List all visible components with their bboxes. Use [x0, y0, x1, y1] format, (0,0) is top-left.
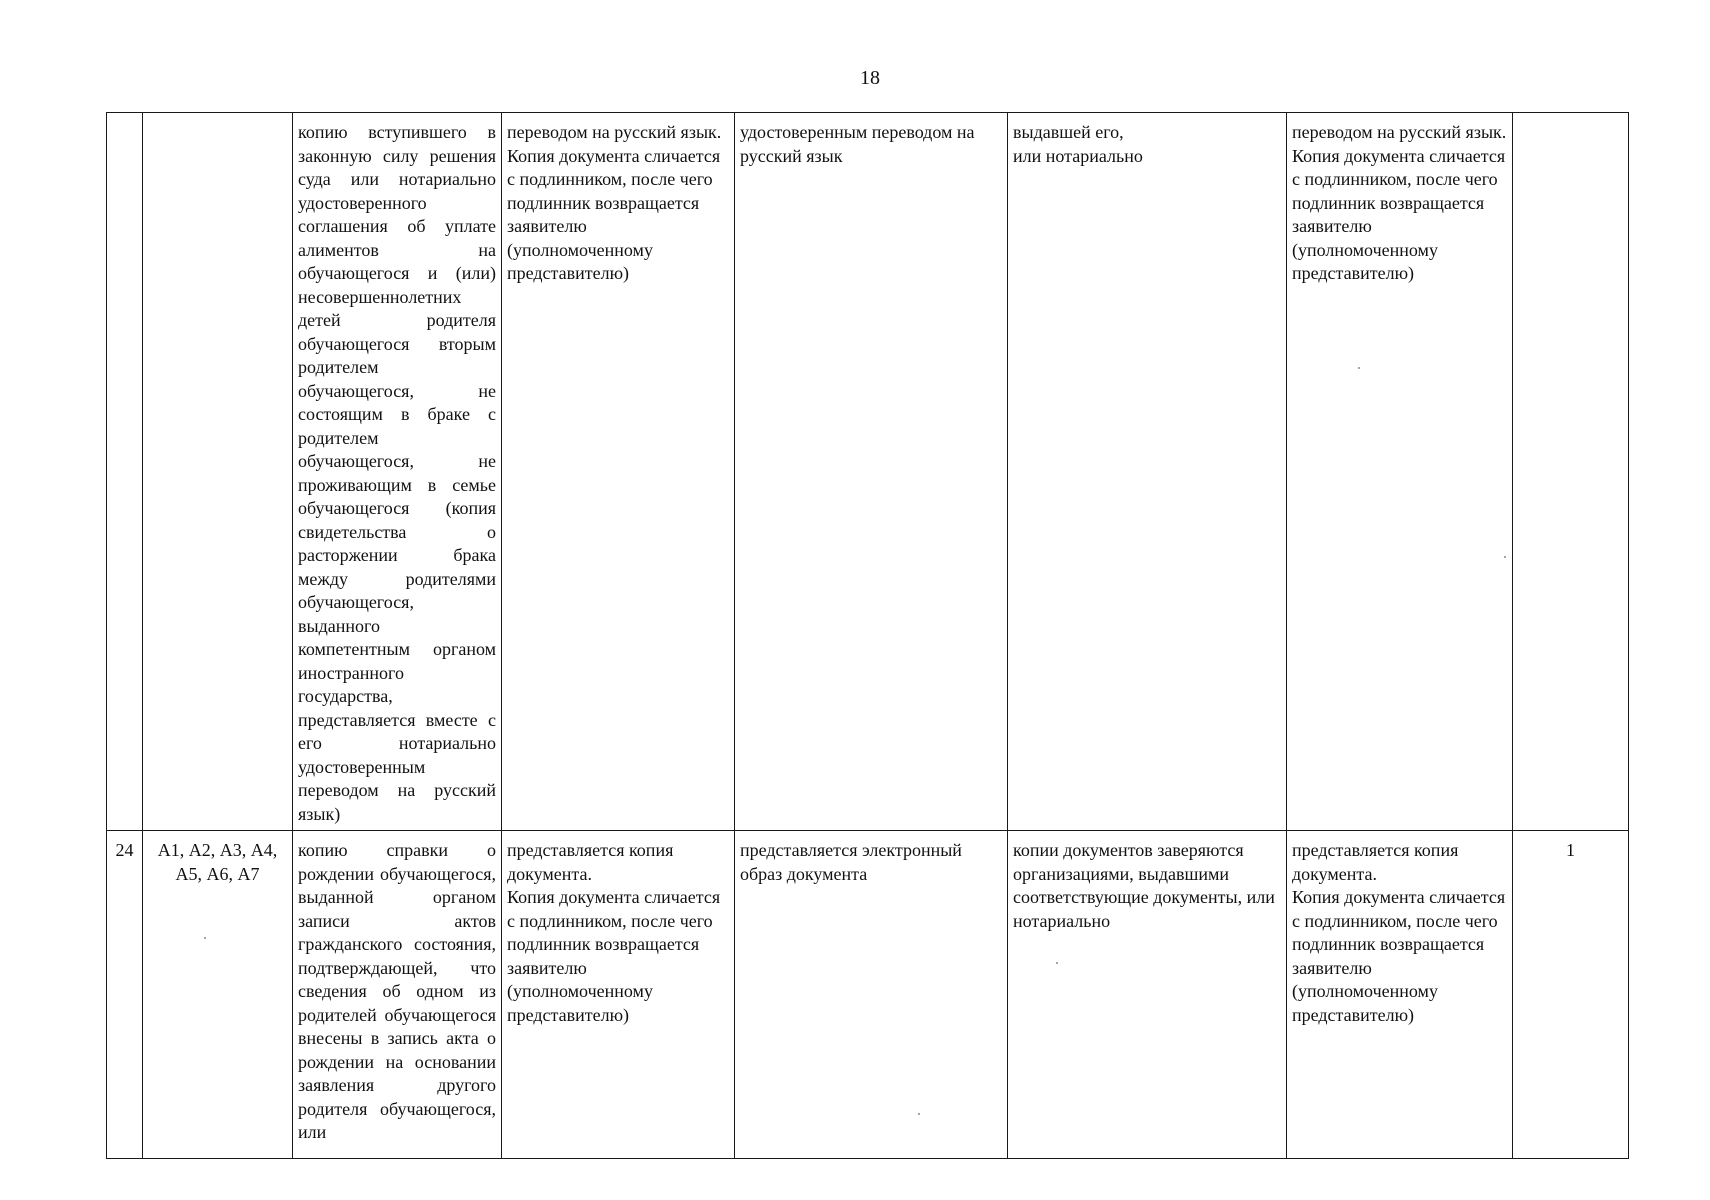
- row-number: 24: [107, 831, 143, 1159]
- electronic-submission: удостоверенным переводом на русский язык: [735, 113, 1008, 831]
- document-count: 1: [1513, 831, 1629, 1159]
- scan-speck: [1056, 962, 1058, 964]
- document-count: [1513, 113, 1629, 831]
- mail-submission: представляется копия документа. Копия документа сличается с подлинником, после чего подлинник возвращается заявителю (уполномоченному представителю): [1287, 831, 1513, 1159]
- in-person-submission: представляется копия документа. Копия документа сличается с подлинником, после чего подлинник возвращается заявителю (уполномоченному представителю): [502, 831, 735, 1159]
- applicant-categories: [143, 113, 293, 831]
- scan-speck: [918, 1113, 920, 1115]
- document-description: копию справки о рождении обучающегося, выданной органом записи актов гражданского состояния, подтверждающей, что сведения об одном из родителей обучающегося внесены в запись акта о рождении на основании заявления другого родителя обучающегося, или: [293, 831, 502, 1159]
- table-row: [107, 113, 1629, 831]
- scan-speck: [1504, 556, 1506, 558]
- certification-method: выдавшей его, или нотариально: [1008, 113, 1287, 831]
- in-person-submission: переводом на русский язык. Копия документа сличается с подлинником, после чего подлинник возвращается заявителю (уполномоченному представителю): [502, 113, 735, 831]
- certification-method: копии документов заверяются организациями, выдавшими соответствующие документы, или нотариально: [1008, 831, 1287, 1159]
- document-description: копию вступившего в законную силу решения суда или нотариально удостоверенного соглашения об уплате алиментов на обучающегося и (или) несовершеннолетних детей родителя обучающегося вторым родителем обучающегося, не состоящим в браке с родителем обучающегося, не проживающим в семье обучающегося (копия свидетельства о расторжении брака между родителями обучающегося, выданного компетентным органом иностранного государства, представляется вместе с его нотариально удостоверенным переводом на русский язык): [293, 113, 502, 831]
- applicant-categories: А1, А2, А3, А4, А5, А6, А7: [143, 831, 293, 1159]
- mail-submission: переводом на русский язык. Копия документа сличается с подлинником, после чего подлинник возвращается заявителю (уполномоченному представителю): [1287, 113, 1513, 831]
- row-number: [107, 113, 143, 831]
- scan-speck: [204, 937, 206, 939]
- electronic-submission: представляется электронный образ документа: [735, 831, 1008, 1159]
- requirements-table: [106, 112, 1629, 1159]
- scan-speck: [1358, 367, 1360, 369]
- page-number: 18: [860, 67, 880, 89]
- table-row: [107, 831, 1629, 1159]
